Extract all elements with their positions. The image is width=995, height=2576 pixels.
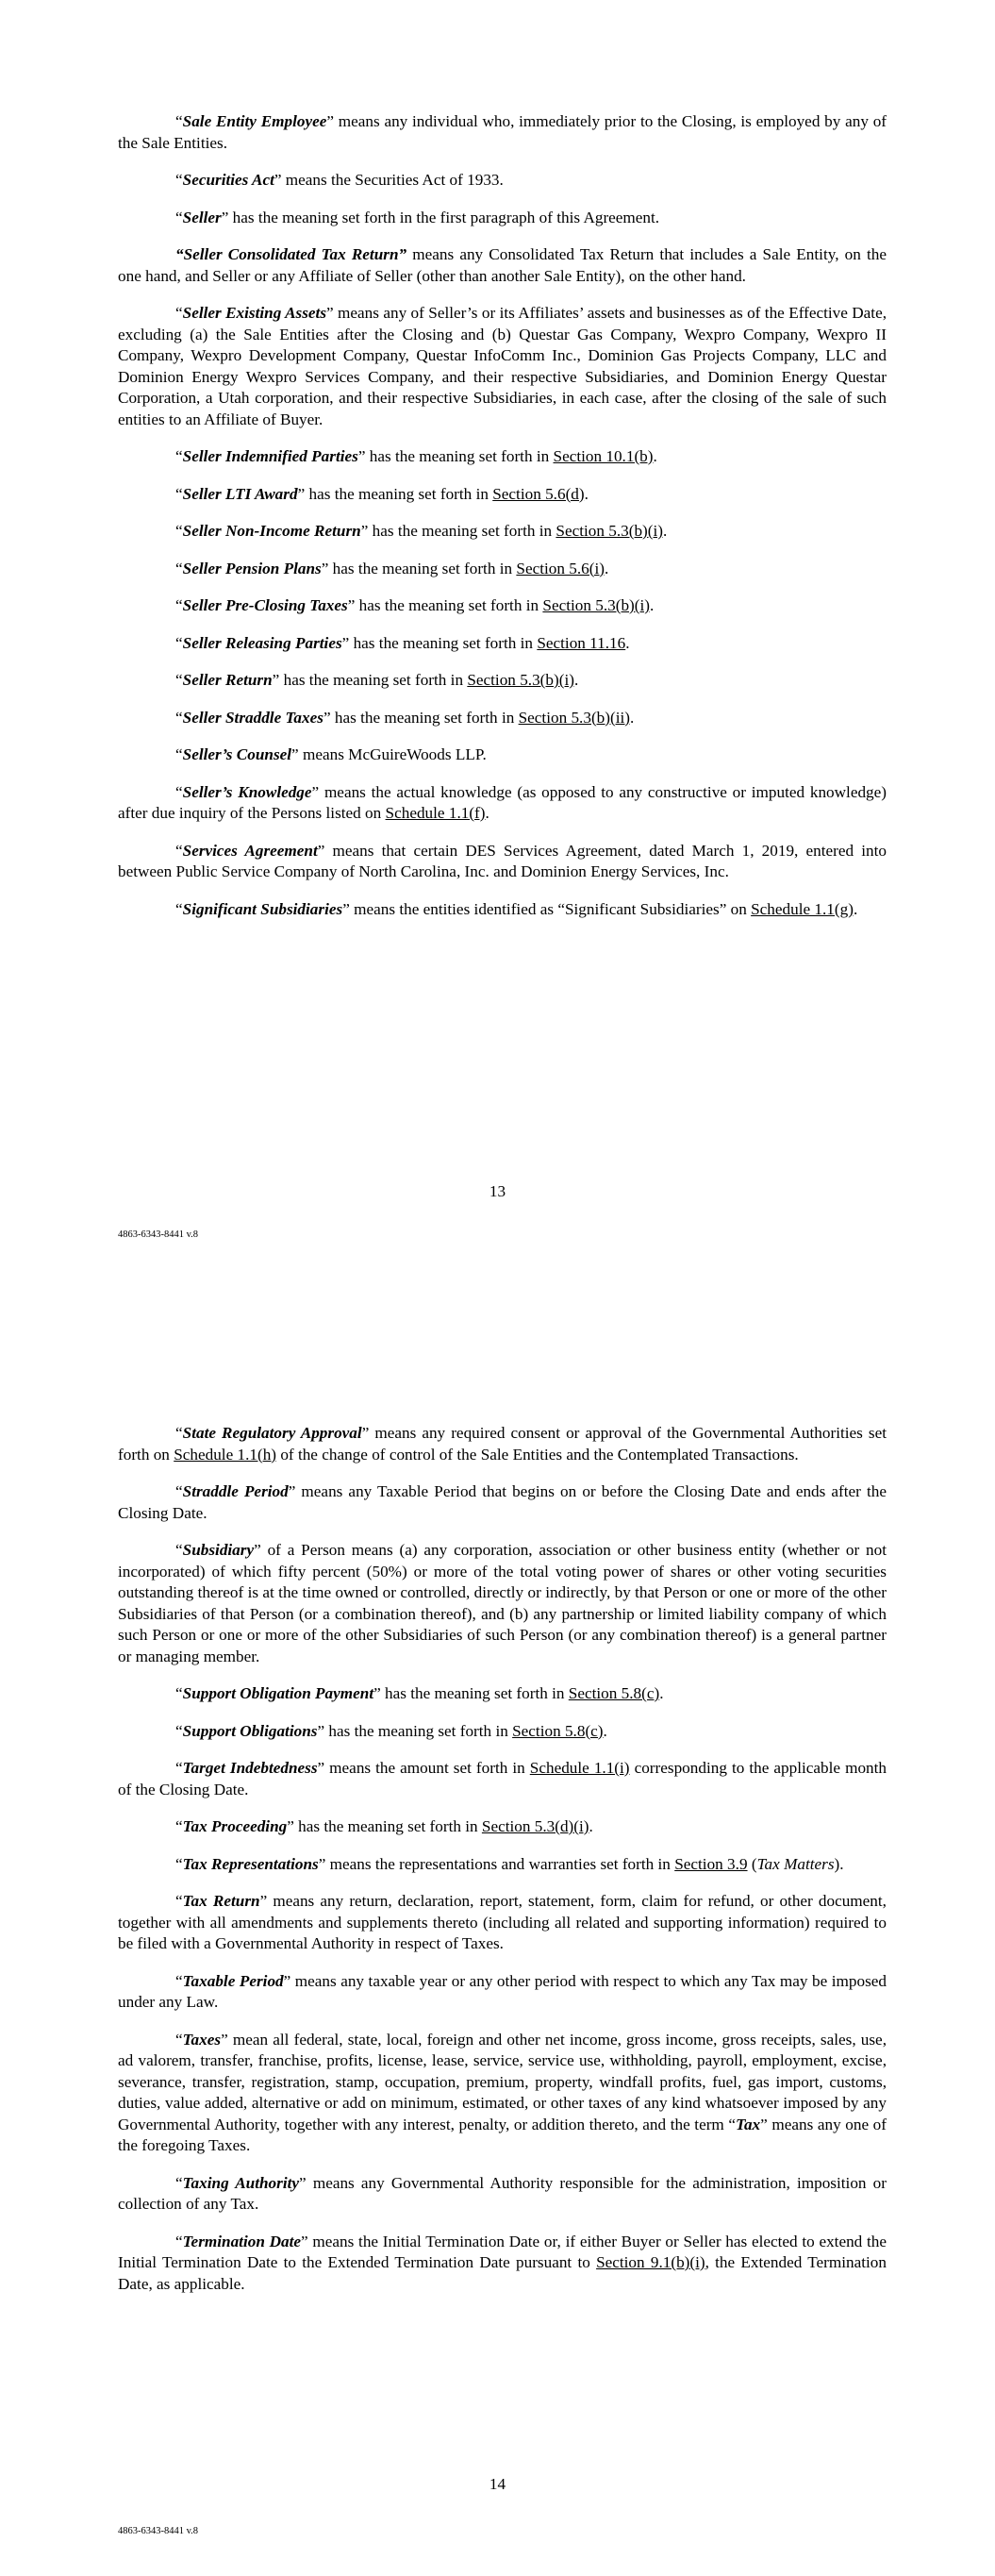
section-reference: Section 5.3(d)(i) [481, 1817, 589, 1835]
defined-term: Support Obligation Payment [182, 1684, 374, 1702]
defined-term: Seller’s Counsel [182, 745, 292, 763]
paragraph-text: corresponding to the applicable month of the Closing Date. [118, 1759, 887, 1798]
paragraph-text: . [603, 1721, 607, 1740]
defined-term: Seller Indemnified Parties [182, 447, 358, 465]
definition-paragraph [118, 303, 887, 430]
defined-term: Tax Representations [182, 1854, 319, 1873]
paragraph-text: . [663, 522, 668, 540]
section-reference: Section 5.3(b)(ii) [518, 708, 630, 727]
paragraph-text: ” has the meaning set forth in [317, 1721, 513, 1740]
paragraph-text: ” means any return, declaration, report, statement, form, claim for refund, or other document, together with all amendments and supplements thereto (including all related and supporting information) required to be filed with a Governmental Authority in respect of Taxes. [118, 1892, 887, 1952]
defined-term: State Regulatory Approval [182, 1424, 362, 1442]
defined-term: Straddle Period [182, 1482, 289, 1500]
paragraph-text: “ [175, 559, 183, 577]
paragraph-text: ” has the meaning set forth in [272, 671, 468, 689]
paragraph-text: “ [175, 1541, 183, 1559]
paragraph-text: ” means any taxable year or any other period with respect to which any Tax may be imposed under any Law. [118, 1971, 887, 2011]
paragraph-text: ” has the meaning set forth in [297, 484, 493, 503]
defined-term: Seller Return [182, 671, 273, 689]
defined-term: Seller LTI Award [182, 484, 298, 503]
paragraph-text: “ [175, 1892, 183, 1910]
paragraph-text: ” means the Securities Act of 1933. [274, 171, 504, 189]
paragraph-text: ( [747, 1854, 757, 1873]
italic-text: Tax Matters [756, 1854, 835, 1873]
paragraph-text: “ [175, 1721, 183, 1740]
paragraph-text: ” means any one of the foregoing Taxes. [118, 2115, 887, 2154]
defined-term: Tax Return [182, 1892, 260, 1910]
paragraph-text: “ [175, 484, 183, 503]
defined-term: Seller Existing Assets [182, 304, 327, 322]
section-reference: Schedule 1.1(i) [529, 1759, 630, 1777]
paragraph-text: “ [175, 208, 183, 226]
defined-term: Seller Non-Income Return [182, 522, 361, 540]
definition-paragraph [118, 595, 887, 617]
defined-term: Seller’s Knowledge [182, 782, 312, 801]
paragraph-text: ” mean all federal, state, local, foreign and other net income, gross income, gross receipts, sales, use, ad valorem, transfer, franchise, profits, license, lease, service, service use, withholding, payroll, employment, excise, severance, transfer, registration, stamp, occupation, premium, property, windfall profits, fuel, gas import, customs, duties, value added, alternative or add on minimum, estimated, or other taxes of any kind whatsoever imposed by any Governmental Authority, together with any interest, penalty, or addition thereto, and the term “ [118, 2030, 887, 2133]
paragraph-text: “ [175, 522, 183, 540]
paragraph-text: ” has the meaning set forth in [341, 633, 538, 652]
definition-paragraph [118, 446, 887, 468]
paragraph-text: “ [175, 1817, 183, 1835]
defined-term: Taxing Authority [182, 2173, 300, 2192]
paragraph-text: “ [175, 304, 183, 322]
section-reference: Section 5.8(c) [512, 1721, 604, 1740]
section-reference: Schedule 1.1(g) [751, 899, 854, 918]
definition-paragraph [118, 1423, 887, 1465]
paragraph-text: . [650, 596, 655, 614]
defined-term: Seller Pension Plans [182, 559, 322, 577]
paragraph-text: ). [834, 1854, 844, 1873]
paragraph-text: “ [175, 1424, 183, 1442]
definition-paragraph [118, 208, 887, 229]
paragraph-text: . [625, 633, 630, 652]
definition-paragraph [118, 841, 887, 883]
section-reference: Section 5.8(c) [568, 1684, 660, 1702]
paragraph-text: “ [175, 596, 183, 614]
paragraph-text: ” has the meaning set forth in the first paragraph of this Agreement. [221, 208, 660, 226]
paragraph-text: ” means the actual knowledge (as opposed to any constructive or imputed knowledge) after due inquiry of the Persons listed on [118, 782, 887, 822]
definition-paragraph [118, 244, 887, 287]
defined-term: Seller Releasing Parties [182, 633, 342, 652]
section-reference: Schedule 1.1(h) [174, 1445, 277, 1464]
definition-paragraph [118, 1758, 887, 1800]
paragraph-text: . [584, 484, 589, 503]
paragraph-text: ” has the meaning set forth in [347, 596, 543, 614]
paragraph-text: “ [175, 1482, 183, 1500]
paragraph-text: . [853, 899, 858, 918]
definition-paragraph [118, 708, 887, 729]
definition-paragraph [118, 744, 887, 766]
definition-paragraph [118, 559, 887, 580]
paragraph-text: “ [175, 1759, 183, 1777]
definition-paragraph [118, 1854, 887, 1876]
definition-paragraph [118, 1683, 887, 1705]
paragraph-text: ” has the meaning set forth in [360, 522, 556, 540]
paragraph-text: “ [175, 671, 183, 689]
definition-paragraph [118, 1721, 887, 1743]
document-page [0, 1288, 995, 2576]
defined-term: Taxes [182, 2030, 222, 2049]
section-reference: Section 10.1(b) [553, 447, 654, 465]
section-reference: Section 5.3(b)(i) [542, 596, 650, 614]
paragraph-text: means any Consolidated Tax Return that includes a Sale Entity, on the one hand, and Seller or any Affiliate of Seller (other than another Sale Entity), on the other hand. [118, 245, 887, 285]
definition-paragraph [118, 1891, 887, 1955]
paragraph-text: ” means any Taxable Period that begins on or before the Closing Date and ends after the Closing Date. [118, 1482, 887, 1522]
definition-paragraph [118, 1816, 887, 1838]
paragraph-text: “ [175, 1684, 183, 1702]
paragraph-text: . [589, 1817, 593, 1835]
section-reference: Section 9.1(b)(i) [596, 2253, 705, 2271]
paragraph-text: “ [175, 1854, 183, 1873]
defined-term: “Seller Consolidated Tax Return” [175, 245, 407, 263]
paragraph-text: ” means any required consent or approval of the Governmental Authorities set forth on [118, 1424, 887, 1464]
definition-paragraph [118, 633, 887, 655]
paragraph-text: . [629, 708, 635, 727]
paragraph-text: ” has the meaning set forth in [323, 708, 519, 727]
paragraph-text: “ [175, 708, 183, 727]
paragraph-text: “ [175, 899, 183, 918]
paragraph-text: “ [175, 633, 183, 652]
defined-term: Tax Proceeding [182, 1817, 288, 1835]
page-number: 14 [489, 2475, 506, 2493]
paragraph-text: ” means any individual who, immediately prior to the Closing, is employed by any of the Sale Entities. [118, 112, 887, 152]
paragraph-text: ” means the representations and warranties set forth in [318, 1854, 675, 1873]
defined-term: Target Indebtedness [182, 1759, 318, 1777]
defined-term: Significant Subsidiaries [182, 899, 343, 918]
paragraph-text: ” has the meaning set forth in [357, 447, 554, 465]
paragraph-text: ” means the entities identified as “Significant Subsidiaries” on [342, 899, 752, 918]
defined-term: Subsidiary [182, 1541, 255, 1559]
paragraph-text: “ [175, 447, 183, 465]
defined-term: Taxable Period [182, 1971, 284, 1990]
definition-paragraph [118, 670, 887, 692]
page-number: 13 [489, 1182, 506, 1200]
section-reference: Section 3.9 [674, 1854, 748, 1873]
definition-paragraph [118, 899, 887, 921]
paragraph-text: . [604, 559, 609, 577]
section-reference: Schedule 1.1(f) [385, 804, 486, 822]
paragraph-text: . [653, 447, 657, 465]
paragraph-text: ” means the Initial Termination Date or, if either Buyer or Seller has elected to extend the Initial Termination Date to the Extended Termination Date pursuant to [118, 2232, 887, 2271]
paragraph-text: . [485, 804, 489, 822]
definition-paragraph [118, 1540, 887, 1667]
paragraph-text: , the Extended Termination Date, as applicable. [118, 2253, 887, 2293]
paragraph-text: “ [175, 1971, 183, 1990]
defined-term: Sale Entity Employee [182, 112, 327, 130]
definition-paragraph [118, 1481, 887, 1524]
defined-term: Tax [736, 2115, 761, 2133]
section-reference: Section 5.3(b)(i) [556, 522, 664, 540]
paragraph-text: ” has the meaning set forth in [373, 1684, 569, 1702]
definition-paragraph [118, 2173, 887, 2216]
paragraph-text: “ [175, 171, 183, 189]
paragraph-text: ” of a Person means (a) any corporation, association or other business entity (whether or not incorporated) of which fifty percent (50%) or more of the total voting power of shares or other voting securities outstanding thereof is at the time owned or controlled, directly or indirectly, by that Person or one or more of the other Subsidiaries of that Person (or a combination thereof), and (b) any partnership or limited liability company of which such Person or one or more of the other Subsidiaries of such Person (or any combination thereof) is a general partner or managing member. [118, 1541, 887, 1665]
paragraph-text: ” means the amount set forth in [317, 1759, 530, 1777]
paragraph-text: ” means any Governmental Authority responsible for the administration, imposition or collection of any Tax. [118, 2173, 887, 2213]
definition-paragraph [118, 2030, 887, 2157]
section-reference: Section 5.3(b)(i) [467, 671, 574, 689]
paragraph-text: “ [175, 745, 183, 763]
paragraph-text: ” means any of Seller’s or its Affiliates’ assets and businesses as of the Effective Date, excluding (a) the Sale Entities after the Closing and (b) Questar Gas Company, Wexpro Company, Wexpro II Company, Wexpro Development Company, Questar InfoComm Inc., Dominion Gas Projects Company, LLC and Dominion Energy Wexpro Services Company, and their respective Subsidiaries, and Dominion Energy Questar Corporation, a Utah corporation, and their respective Subsidiaries, in each case, after the closing of the sale of such entities to an Affiliate of Buyer. [118, 304, 887, 428]
defined-term: Support Obligations [182, 1721, 318, 1740]
paragraph-text: “ [175, 2173, 183, 2192]
defined-term: Seller [182, 208, 222, 226]
defined-term: Seller Straddle Taxes [182, 708, 323, 727]
paragraph-text: “ [175, 112, 183, 130]
paragraph-text: “ [175, 2030, 183, 2049]
defined-term: Seller Pre-Closing Taxes [182, 596, 348, 614]
definition-paragraph [118, 484, 887, 506]
paragraph-text: “ [175, 2232, 183, 2250]
document-id: 4863-6343-8441 v.8 [118, 1229, 199, 1240]
definition-paragraph [118, 111, 887, 154]
paragraph-text: ” has the meaning set forth in [321, 559, 517, 577]
defined-term: Termination Date [182, 2232, 302, 2250]
definition-paragraph [118, 2232, 887, 2296]
paragraph-text: “ [175, 782, 183, 801]
section-reference: Section 11.16 [537, 633, 626, 652]
paragraph-text: ” has the meaning set forth in [287, 1817, 482, 1835]
section-reference: Section 5.6(i) [516, 559, 605, 577]
definition-paragraph [118, 170, 887, 192]
document-id: 4863-6343-8441 v.8 [118, 2526, 199, 2536]
defined-term: Services Agreement [182, 841, 318, 860]
paragraph-text: of the change of control of the Sale Entities and the Contemplated Transactions. [276, 1445, 799, 1464]
paragraph-text: ” means McGuireWoods LLP. [291, 745, 487, 763]
paragraph-text: . [573, 671, 579, 689]
defined-term: Securities Act [182, 171, 274, 189]
page-body [118, 111, 887, 936]
definition-paragraph [118, 521, 887, 543]
page-body [118, 1423, 887, 2311]
paragraph-text: ” means that certain DES Services Agreement, dated March 1, 2019, entered into between Public Service Company of North Carolina, Inc. and Dominion Energy Services, Inc. [118, 841, 887, 880]
section-reference: Section 5.6(d) [492, 484, 585, 503]
paragraph-text: . [659, 1684, 664, 1702]
definition-paragraph [118, 1971, 887, 2014]
definition-paragraph [118, 782, 887, 825]
paragraph-text: “ [175, 841, 183, 860]
